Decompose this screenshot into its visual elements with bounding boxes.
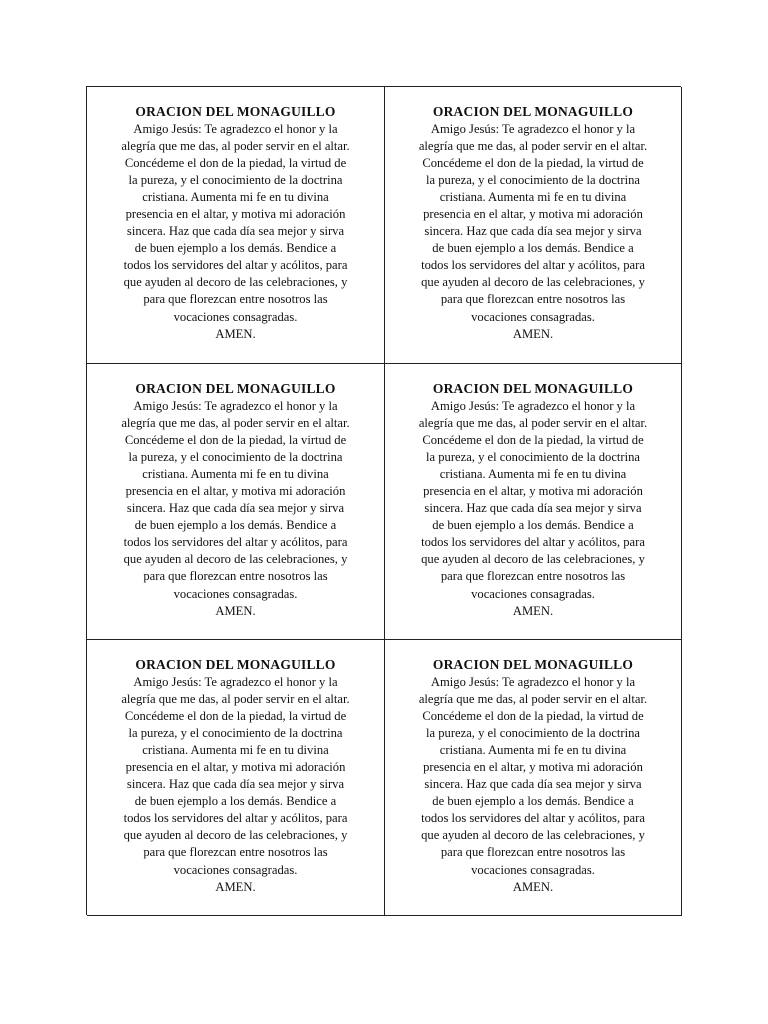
card-title: ORACION DEL MONAGUILLO [432, 657, 634, 672]
prayer-line: la pureza, y el conocimiento de la doctrina [425, 173, 640, 188]
card-title: ORACION DEL MONAGUILLO [135, 104, 336, 119]
prayer-line: todos los servidores del altar y acólitos, para [421, 258, 645, 273]
prayer-card [385, 364, 682, 640]
prayer-line: la pureza, y el conocimiento de la doctrina [425, 450, 640, 465]
prayer-line: para que florezcan entre nosotros las [440, 292, 626, 307]
prayer-line: alegría que me das, al poder servir en el altar. [121, 692, 350, 707]
prayer-line: alegría que me das, al poder servir en el altar. [121, 139, 350, 154]
prayer-line: que ayuden al decoro de las celebraciones, y [123, 828, 348, 843]
prayer-line: que ayuden al decoro de las celebraciones, y [123, 552, 348, 567]
prayer-line: vocaciones consagradas. [173, 309, 298, 324]
prayer-line: que ayuden al decoro de las celebraciones, y [421, 275, 645, 290]
prayer-line: Amigo Jesús: Te agradezco el honor y la [430, 122, 636, 136]
prayer-line: Concédeme el don de la piedad, la virtud de [422, 156, 644, 171]
prayer-line: para que florezcan entre nosotros las [143, 292, 328, 307]
prayer-line: cristiana. Aumenta mi fe en tu divina [142, 743, 329, 758]
prayer-line: alegría que me das, al poder servir en el altar. [418, 416, 648, 431]
prayer-line: presencia en el altar, y motiva mi adoración [125, 207, 346, 222]
prayer-line: Concédeme el don de la piedad, la virtud de [422, 709, 644, 724]
closing-amen: AMEN. [512, 326, 554, 341]
closing-amen: AMEN. [215, 879, 256, 894]
prayer-line: de buen ejemplo a los demás. Bendice a [432, 794, 634, 809]
prayer-line: la pureza, y el conocimiento de la doctrina [128, 173, 343, 188]
prayer-line: Amigo Jesús: Te agradezco el honor y la [133, 122, 338, 136]
prayer-line: presencia en el altar, y motiva mi adoración [125, 484, 346, 499]
prayer-line: que ayuden al decoro de las celebraciones, y [421, 552, 645, 567]
prayer-line: vocaciones consagradas. [173, 862, 298, 877]
prayer-line: cristiana. Aumenta mi fe en tu divina [439, 467, 627, 482]
prayer-line: Concédeme el don de la piedad, la virtud de [124, 433, 347, 448]
prayer-line: sincera. Haz que cada día sea mejor y sirva [424, 777, 642, 792]
prayer-line: presencia en el altar, y motiva mi adoración [423, 484, 643, 499]
prayer-line: Amigo Jesús: Te agradezco el honor y la [133, 399, 338, 413]
prayer-line: vocaciones consagradas. [471, 862, 595, 877]
card-title: ORACION DEL MONAGUILLO [432, 381, 634, 396]
prayer-line: de buen ejemplo a los demás. Bendice a [134, 518, 337, 533]
prayer-line: presencia en el altar, y motiva mi adoración [125, 760, 346, 775]
prayer-line: cristiana. Aumenta mi fe en tu divina [439, 190, 627, 205]
prayer-line: sincera. Haz que cada día sea mejor y sirva [424, 224, 642, 239]
prayer-line: todos los servidores del altar y acólitos, para [123, 258, 348, 273]
prayer-line: vocaciones consagradas. [471, 586, 595, 601]
prayer-line: de buen ejemplo a los demás. Bendice a [134, 794, 337, 809]
prayer-line: para que florezcan entre nosotros las [440, 845, 626, 860]
prayer-line: para que florezcan entre nosotros las [440, 569, 626, 584]
card-title: ORACION DEL MONAGUILLO [432, 104, 634, 119]
prayer-line: Concédeme el don de la piedad, la virtud de [422, 433, 644, 448]
prayer-card [87, 364, 385, 640]
prayer-line: alegría que me das, al poder servir en el altar. [418, 139, 648, 154]
prayer-card [87, 87, 385, 364]
closing-amen: AMEN. [215, 326, 256, 341]
prayer-line: de buen ejemplo a los demás. Bendice a [432, 518, 634, 533]
prayer-line: cristiana. Aumenta mi fe en tu divina [142, 190, 329, 205]
prayer-line: todos los servidores del altar y acólitos, para [123, 811, 348, 826]
prayer-line: presencia en el altar, y motiva mi adoración [423, 760, 643, 775]
prayer-line: todos los servidores del altar y acólitos, para [421, 535, 645, 550]
prayer-line: Amigo Jesús: Te agradezco el honor y la [133, 675, 338, 689]
closing-amen: AMEN. [215, 603, 256, 618]
closing-amen: AMEN. [512, 603, 554, 618]
prayer-line: para que florezcan entre nosotros las [143, 569, 328, 584]
prayer-card [385, 87, 682, 364]
prayer-line: cristiana. Aumenta mi fe en tu divina [142, 467, 329, 482]
prayer-line: cristiana. Aumenta mi fe en tu divina [439, 743, 627, 758]
prayer-line: alegría que me das, al poder servir en el altar. [121, 416, 350, 431]
card-title: ORACION DEL MONAGUILLO [135, 657, 336, 672]
prayer-line: que ayuden al decoro de las celebraciones, y [421, 828, 645, 843]
prayer-line: de buen ejemplo a los demás. Bendice a [432, 241, 634, 256]
prayer-line: vocaciones consagradas. [173, 586, 298, 601]
prayer-line: sincera. Haz que cada día sea mejor y sirva [126, 224, 345, 239]
prayer-line: todos los servidores del altar y acólitos, para [421, 811, 645, 826]
prayer-line: para que florezcan entre nosotros las [143, 845, 328, 860]
prayer-line: la pureza, y el conocimiento de la doctrina [128, 726, 343, 741]
prayer-line: Concédeme el don de la piedad, la virtud de [124, 709, 347, 724]
prayer-card [87, 640, 385, 916]
prayer-line: la pureza, y el conocimiento de la doctrina [425, 726, 640, 741]
prayer-card-sheet [86, 86, 681, 915]
prayer-card [385, 640, 682, 916]
prayer-line: todos los servidores del altar y acólitos, para [123, 535, 348, 550]
prayer-line: Amigo Jesús: Te agradezco el honor y la [430, 399, 636, 413]
prayer-line: sincera. Haz que cada día sea mejor y sirva [424, 501, 642, 516]
prayer-line: que ayuden al decoro de las celebraciones, y [123, 275, 348, 290]
prayer-line: Amigo Jesús: Te agradezco el honor y la [430, 675, 636, 689]
prayer-line: Concédeme el don de la piedad, la virtud de [124, 156, 347, 171]
prayer-line: sincera. Haz que cada día sea mejor y sirva [126, 777, 345, 792]
closing-amen: AMEN. [512, 879, 554, 894]
prayer-line: alegría que me das, al poder servir en el altar. [418, 692, 648, 707]
prayer-line: presencia en el altar, y motiva mi adoración [423, 207, 643, 222]
card-title: ORACION DEL MONAGUILLO [135, 381, 336, 396]
prayer-line: de buen ejemplo a los demás. Bendice a [134, 241, 337, 256]
prayer-line: la pureza, y el conocimiento de la doctrina [128, 450, 343, 465]
prayer-line: sincera. Haz que cada día sea mejor y sirva [126, 501, 345, 516]
prayer-line: vocaciones consagradas. [471, 309, 595, 324]
